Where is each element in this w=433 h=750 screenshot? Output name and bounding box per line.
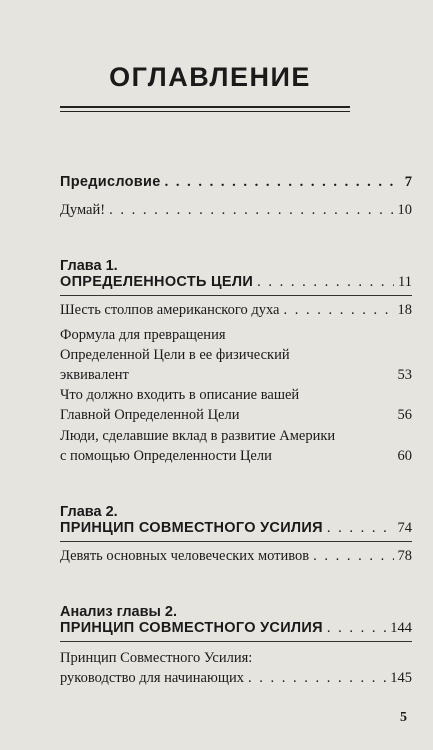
leader-dots (327, 518, 394, 538)
entry-label: Формула для превращения (60, 327, 226, 343)
toc-entry[interactable] (60, 546, 412, 566)
toc-chapter-2[interactable] (60, 518, 412, 538)
chapter-label: Глава 1. (60, 258, 118, 274)
toc-entry[interactable] (60, 648, 412, 688)
toc-entry-think[interactable] (60, 200, 412, 220)
toc-entry[interactable] (60, 325, 412, 385)
chapter-separator (60, 295, 412, 296)
page-number: 11 (398, 274, 412, 290)
leader-dots (257, 272, 394, 292)
entry-label: Что должно входить в описание вашей (60, 387, 300, 403)
chapter-label: Глава 2. (60, 504, 118, 520)
page-number: 7 (404, 174, 412, 190)
leader-dots (248, 668, 386, 688)
page-title: ОГЛАВЛЕНИЕ (109, 62, 311, 92)
entry-label: Шесть столпов американского духа (60, 302, 280, 318)
entry-label: руководство для начинающих (60, 670, 244, 686)
entry-label: Принцип Совместного Усилия: (60, 650, 253, 666)
page-number: 18 (397, 302, 412, 318)
title-rule-thin (60, 111, 350, 112)
page-number: 56 (397, 407, 412, 423)
chapter-separator (60, 541, 412, 542)
page-number: 74 (397, 520, 412, 536)
chapter-separator (60, 641, 412, 642)
chapter-title: ПРИНЦИП СОВМЕСТНОГО УСИЛИЯ (60, 620, 323, 636)
entry-label: Предисловие (60, 174, 161, 190)
toc-entry[interactable] (60, 385, 412, 425)
page-number: 78 (397, 548, 412, 564)
page-number: 144 (390, 620, 412, 636)
toc-analysis-2[interactable] (60, 618, 412, 638)
entry-label: Определенной Цели в ее физический (60, 347, 290, 363)
page-number: 60 (397, 448, 412, 464)
toc-entry[interactable] (60, 426, 412, 466)
page-number: 53 (397, 367, 412, 383)
entry-label: с помощью Определенности Цели (60, 448, 272, 464)
chapter-label: Анализ главы 2. (60, 604, 178, 620)
leader-dots (327, 618, 386, 638)
entry-label: Главной Определенной Цели (60, 407, 240, 423)
toc-chapter-1[interactable] (60, 272, 412, 292)
toc-entry-preface[interactable] (60, 172, 412, 192)
chapter-title: ОПРЕДЕЛЕННОСТЬ ЦЕЛИ (60, 274, 254, 290)
toc-entry[interactable] (60, 300, 412, 320)
leader-dots (313, 546, 393, 566)
leader-dots (109, 200, 393, 220)
chapter-title: ПРИНЦИП СОВМЕСТНОГО УСИЛИЯ (60, 520, 323, 536)
leader-dots (165, 172, 401, 192)
page-number: 10 (397, 202, 412, 218)
entry-label: эквивалент (60, 367, 129, 383)
page-number: 145 (390, 670, 412, 686)
entry-label: Люди, сделавшие вклад в развитие Америки (60, 428, 336, 444)
leader-dots (283, 300, 393, 320)
page-folio: 5 (400, 710, 407, 725)
entry-label: Думай! (60, 202, 106, 218)
entry-label: Девять основных человеческих мотивов (60, 548, 310, 564)
title-rule (60, 106, 350, 108)
